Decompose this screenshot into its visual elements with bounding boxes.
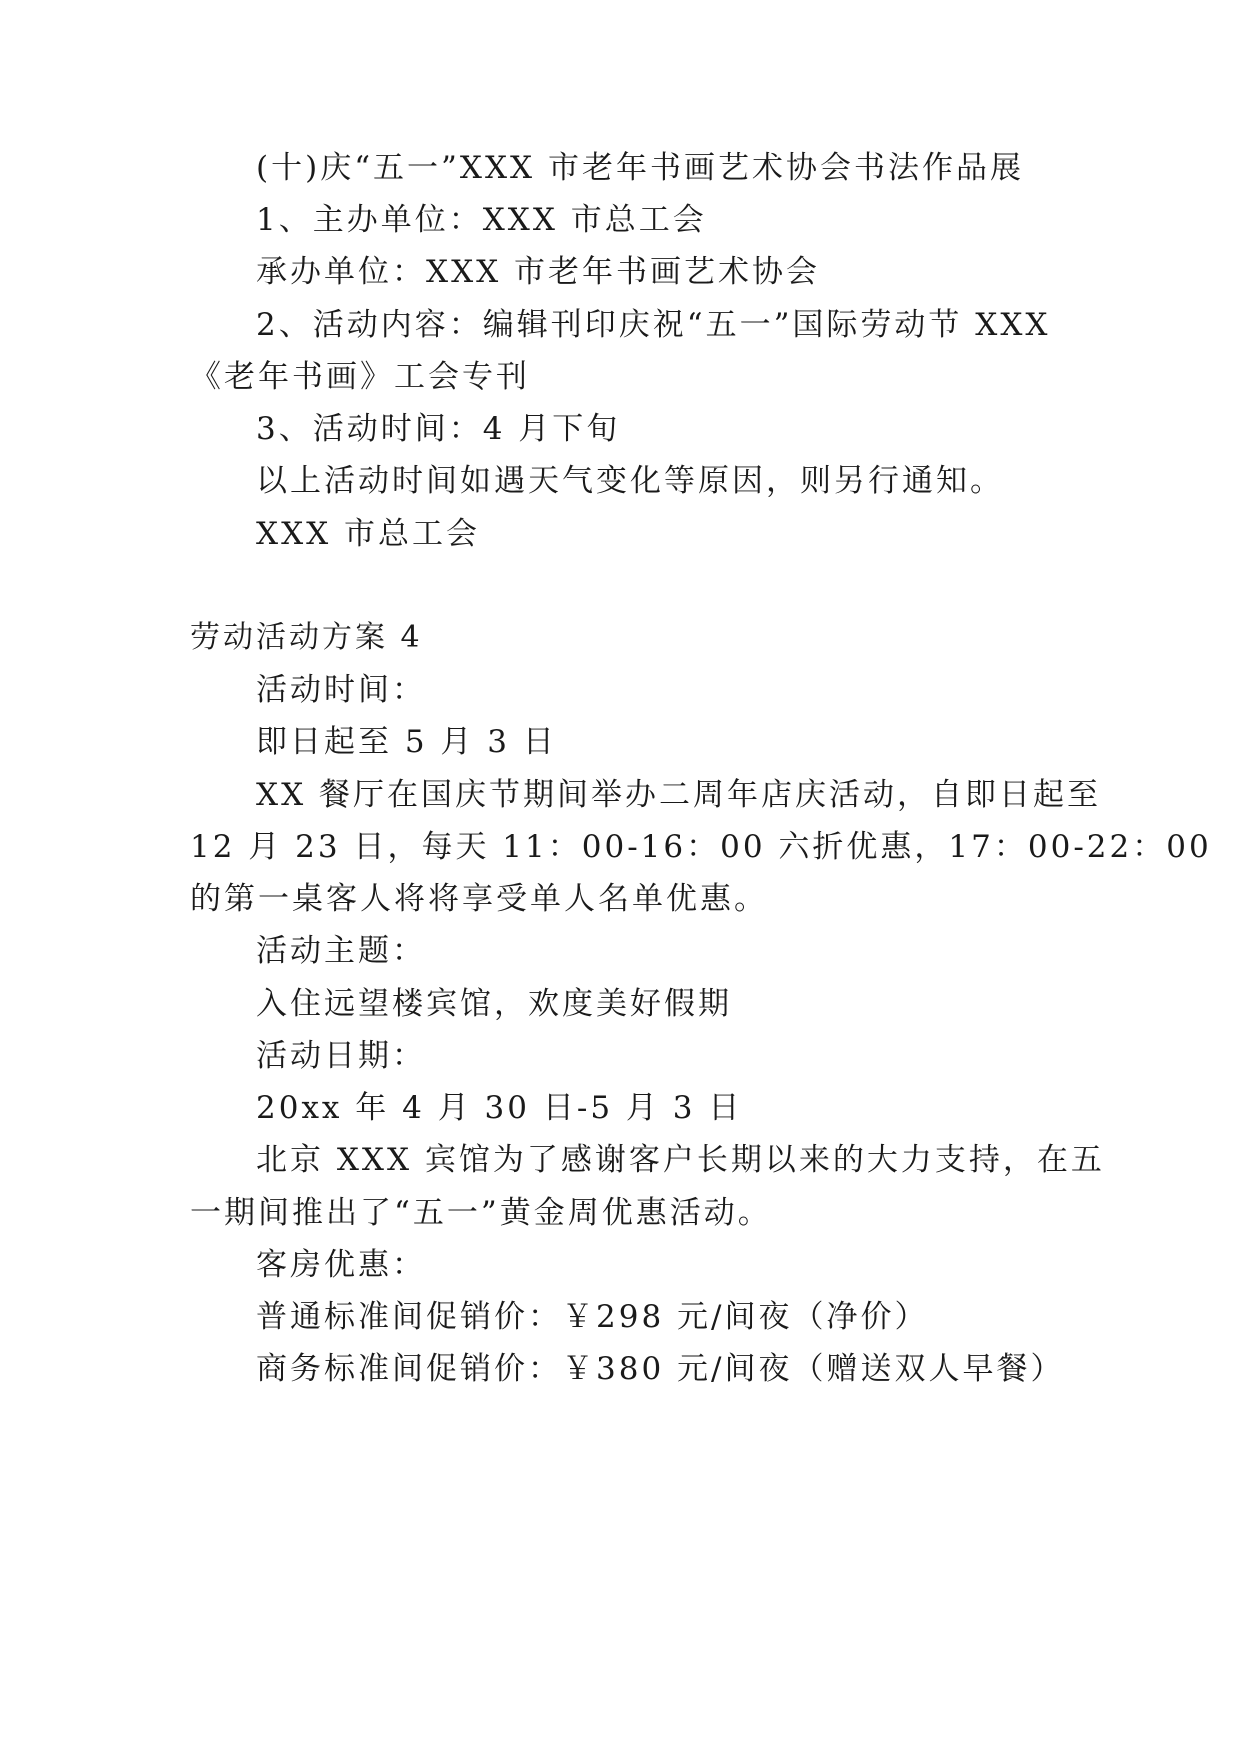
activity-theme-value: 入住远望楼宾馆，欢度美好假期 <box>256 986 732 1022</box>
restaurant-paragraph-line-1: XX 餐厅在国庆节期间举办二周年店庆活动，自即日起至 <box>256 777 1101 813</box>
item-ten-title: (十)庆“五一”XXX 市老年书画艺术协会书法作品展 <box>256 150 1024 186</box>
signature-org-line: XXX 市总工会 <box>256 516 481 552</box>
business-room-price: 商务标准间促销价：￥380 元/间夜（赠送双人早餐） <box>256 1351 1065 1387</box>
activity-content-line: 2、活动内容：编辑刊印庆祝“五一”国际劳动节 XXX <box>256 307 1051 343</box>
hotel-paragraph-line-1: 北京 XXX 宾馆为了感谢客户长期以来的大力支持，在五 <box>256 1142 1105 1178</box>
restaurant-paragraph-line-2: 12 月 23 日，每天 11：00-16：00 六折优惠，17：00-22：00 <box>190 829 1212 865</box>
weather-notice-line: 以上活动时间如遇天气变化等原因，则另行通知。 <box>256 463 1004 499</box>
activity-date-label: 活动日期： <box>256 1038 426 1074</box>
activity-content-continuation: 《老年书画》工会专刊 <box>190 359 530 395</box>
co-organizer-line: 承办单位：XXX 市老年书画艺术协会 <box>256 254 821 290</box>
activity-time-line: 3、活动时间：4 月下旬 <box>256 411 621 447</box>
activity-time-label: 活动时间： <box>256 672 426 708</box>
organizer-line: 1、主办单位：XXX 市总工会 <box>256 202 707 238</box>
restaurant-paragraph-line-3: 的第一桌客人将将享受单人名单优惠。 <box>190 881 768 917</box>
plan-heading: 劳动活动方案 4 <box>190 620 423 655</box>
room-offer-label: 客房优惠： <box>256 1247 426 1283</box>
activity-theme-label: 活动主题： <box>256 933 426 969</box>
activity-time-value: 即日起至 5 月 3 日 <box>256 724 557 760</box>
hotel-paragraph-line-2: 一期间推出了“五一”黄金周优惠活动。 <box>190 1195 772 1231</box>
activity-date-value: 20xx 年 4 月 30 日-5 月 3 日 <box>256 1090 743 1126</box>
standard-room-price: 普通标准间促销价：￥298 元/间夜（净价） <box>256 1299 929 1335</box>
